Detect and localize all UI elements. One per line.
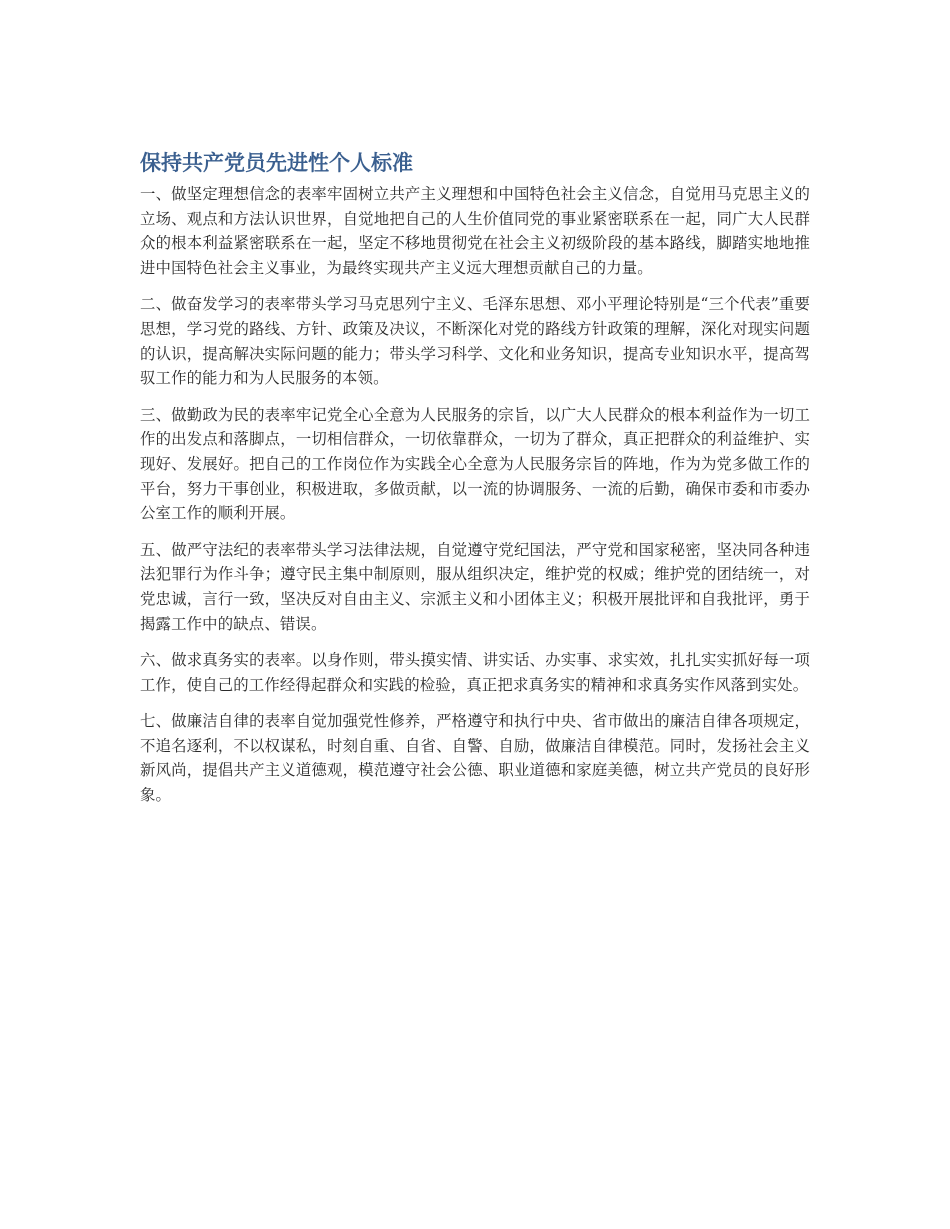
document-page	[140, 146, 810, 820]
paragraph-2: 二、做奋发学习的表率带头学习马克思列宁主义、毛泽东思想、邓小平理论特别是“三个代表”重要思想，学习党的路线、方针、政策及决议，不断深化对党的路线方针政策的理解，深化对现实问题的认识，提高解决实际问题的能力；带头学习科学、文化和业务知识，提高专业知识水平，提高驾驭工作的能力和为人民服务的本领。	[140, 295, 810, 388]
paragraph-1: 一、做坚定理想信念的表率牢固树立共产主义理想和中国特色社会主义信念，自觉用马克思主义的立场、观点和方法认识世界，自觉地把自己的人生价值同党的事业紧密联系在一起，同广大人民群众的根本利益紧密联系在一起，坚定不移地贯彻党在社会主义初级阶段的基本路线，脚踏实地地推进中国特色社会主义事业，为最终实现共产主义远大理想贡献自己的力量。	[140, 185, 810, 277]
paragraph-7: 七、做廉洁自律的表率自觉加强党性修养，严格遵守和执行中央、省市做出的廉洁自律各项规定，不追名逐利，不以权谋私，时刻自重、自省、自警、自励，做廉洁自律模范。同时，发扬社会主义新风尚，提倡共产主义道德观，模范遵守社会公德、职业道德和家庭美德，树立共产党员的良好形象。	[140, 712, 810, 805]
paragraph-3: 三、做勤政为民的表率牢记党全心全意为人民服务的宗旨，以广大人民群众的根本利益作为一切工作的出发点和落脚点，一切相信群众，一切依靠群众，一切为了群众，真正把群众的利益维护、实现好、发展好。把自己的工作岗位作为实践全心全意为人民服务宗旨的阵地，作为为党多做工作的平台，努力干事创业，积极进取，多做贡献，以一流的协调服务、一流的后勤，确保市委和市委办公室工作的顺利开展。	[140, 405, 810, 523]
paragraph-6: 六、做求真务实的表率。以身作则，带头摸实情、讲实话、办实事、求实效，扎扎实实抓好每一项工作，使自己的工作经得起群众和实践的检验，真正把求真务实的精神和求真务实作风落到实处。	[140, 651, 810, 694]
paragraph-5: 五、做严守法纪的表率带头学习法律法规，自觉遵守党纪国法，严守党和国家秘密，坚决同各种违法犯罪行为作斗争；遵守民主集中制原则，服从组织决定，维护党的权威；维护党的团结统一，对党忠诚，言行一致，坚决反对自由主义、宗派主义和小团体主义；积极开展批评和自我批评，勇于揭露工作中的缺点、错误。	[140, 540, 810, 633]
document-title: 保持共产党员先进性个人标准	[140, 151, 413, 175]
